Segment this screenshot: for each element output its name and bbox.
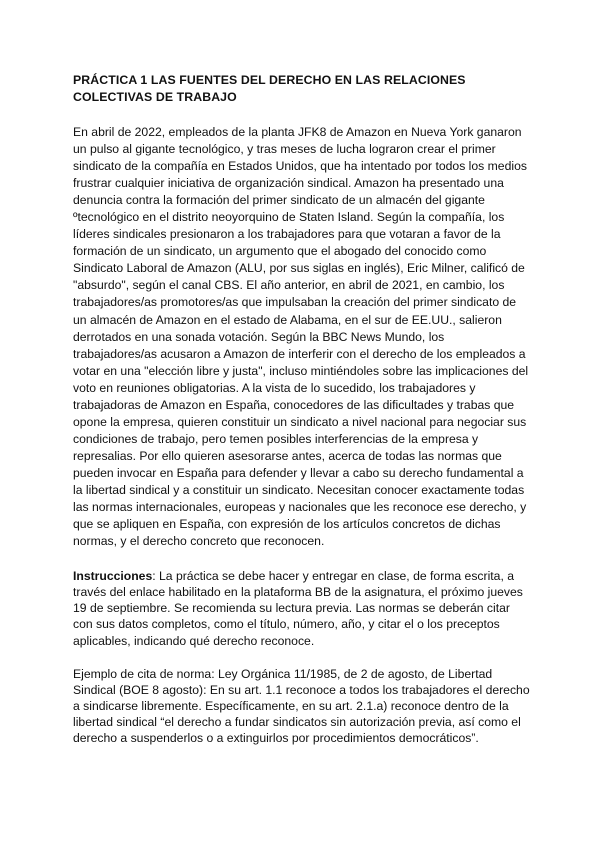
instructions-paragraph [73, 568, 535, 648]
text-line: votar en una "elección libre y justa", incluso mintiéndoles sobre las implicaciones del [73, 363, 529, 378]
text-line: voto en reuniones obligatorias. A la vista de lo sucedido, los trabajadores y [73, 380, 476, 395]
text-line: trabajadores/as acusaron a Amazon de interferir con el derecho de los empleados a [73, 346, 526, 361]
text-line: condiciones de trabajo, pero temen posibles interferencias de la empresa y [73, 431, 479, 446]
text-line: con sus datos completos, como el título, número, año, y citar el o los preceptos [73, 617, 500, 632]
text-line: derecho a suspenderlos o a extinguirlos por procedimientos democráticos”. [73, 731, 479, 746]
text-line: trabajadoras de Amazon en España, conocedores de las dificultades y trabas que [73, 397, 515, 412]
case-description-paragraph [73, 124, 535, 550]
document-title [73, 72, 535, 106]
text-line [73, 568, 535, 584]
text-line: normas, y el derecho concreto que reconocen. [73, 534, 325, 549]
text-line: En abril de 2022, empleados de la planta JFK8 de Amazon en Nueva York ganaron [73, 125, 522, 139]
text-line: aplicables, indicando qué derecho reconoce. [73, 633, 315, 648]
text-line: Ejemplo de cita de norma: Ley Orgánica 11/1985, de 2 de agosto, de Libertad [73, 666, 493, 681]
text-line: ºtecnológico en el distrito neoyorquino de Staten Island. Según la compañía, los [73, 210, 505, 225]
text-line: formación de un sindicato, un argumento que el abogado del conocido como [73, 244, 487, 259]
instructions-first-line-text: : La práctica se debe hacer y entregar en clase, de forma escrita, a [152, 569, 515, 584]
instructions-label: Instrucciones [73, 569, 153, 584]
text-line: 19 de septiembre. Se recomienda su lectura previa. Las normas se deberán citar [73, 601, 510, 616]
text-line: denuncia contra la formación del primer sindicato de un almacén del gigante [73, 193, 485, 208]
text-line: frustrar cualquier iniciativa de organización sindical. Amazon ha presentado una [73, 176, 504, 191]
text-line: través del enlace habilitado en la plataforma BB de la asignatura, el próximo jueves [73, 585, 523, 600]
text-line: Sindicato Laboral de Amazon (ALU, por sus siglas en inglés), Eric Milner, calificó de [73, 261, 525, 276]
citation-example-paragraph [73, 666, 535, 746]
text-line: opone la empresa, quieren constituir un sindicato a nivel nacional para negociar sus [73, 414, 527, 429]
document-page [73, 72, 535, 746]
text-line: libertad sindical “el derecho a fundar sindicatos sin autorización previa, así como el [73, 714, 521, 729]
text-line: pueden invocar en España para defender y llevar a cabo su derecho fundamental a [73, 465, 524, 480]
text-line: trabajadores/as promotores/as que impulsaban la creación del primer sindicato de [73, 295, 517, 310]
title-line: COLECTIVAS DE TRABAJO [73, 90, 237, 104]
text-line: líderes sindicales presionaron a los trabajadores para que votaran a favor de la [73, 227, 501, 242]
text-line: Sindical (BOE 8 agosto): En su art. 1.1 reconoce a todos los trabajadores el derecho [73, 682, 530, 697]
text-line: "absurdo", según el canal CBS. El año anterior, en abril de 2021, en cambio, los [73, 278, 505, 293]
text-line: que se apliquen en España, con expresión de los artículos concretos de dichas [73, 517, 501, 532]
text-line: un pulso al gigante tecnológico, y tras meses de lucha lograron crear el primer [73, 142, 496, 157]
text-line: las normas internacionales, europeas y nacionales que les reconoce ese derecho, y [73, 500, 527, 515]
text-line: un almacén de Amazon en el estado de Alabama, en el sur de EE.UU., salieron [73, 312, 502, 327]
title-line: PRÁCTICA 1 LAS FUENTES DEL DERECHO EN LAS RELACIONES [73, 73, 466, 87]
text-line: la libertad sindical y a constituir un sindicato. Necesitan conocer exactamente todas [73, 482, 525, 497]
text-line: represalias. Por ello quieren asesorarse antes, acerca de todas las normas que [73, 448, 502, 463]
text-line: derrotados en una sonada votación. Según la BBC News Mundo, los [73, 329, 445, 344]
text-line: sindicato de la compañía en Estados Unidos, que ha intentado por todos los medios [73, 159, 527, 174]
text-line: a sindicarse libremente. Específicamente, en su art. 2.1.a) reconoce dentro de la [73, 698, 509, 713]
